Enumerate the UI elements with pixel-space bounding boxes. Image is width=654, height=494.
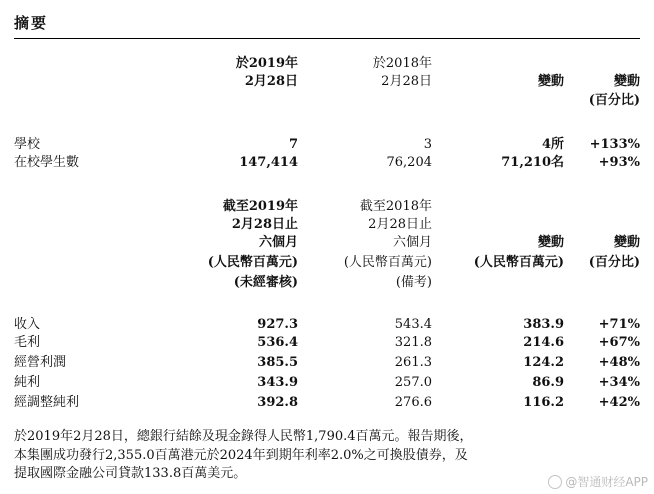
t1-row-label: 學校 [14, 137, 41, 152]
t2-row-c1: 385.5 [257, 355, 298, 370]
t1-row-c1: 7 [288, 137, 298, 152]
t1-header-c2-line0: 於2018年 [372, 56, 432, 71]
t2-header-c3-line0: 變動 [537, 235, 564, 250]
t2-row-label: 經營利潤 [14, 355, 67, 370]
t1-header-c4-line0: 變動 [613, 74, 640, 89]
t1-header-c1-line0: 於2019年 [235, 56, 298, 71]
t2-header-c1-line0: 截至2019年 [222, 199, 298, 214]
t2-row-label: 純利 [14, 375, 41, 390]
t1-header-c3-line0: 變動 [537, 74, 564, 89]
t1-header-c1-line1: 2月28日 [244, 74, 298, 89]
watermark [548, 473, 648, 490]
t2-header-c1-line2: 六個月 [258, 235, 298, 250]
t1-row-label: 在校學生數 [14, 155, 80, 170]
t1-row-c3: 71,210名 [501, 155, 564, 170]
watermark-logo-icon [548, 475, 562, 489]
t2-header-c2-line0: 截至2018年 [359, 199, 432, 214]
summary-paragraph [14, 428, 640, 484]
summary-line: 本集團成功發行2,355.0百萬港元於2024年到期年利率2.0%之可換股債券，及 [14, 447, 468, 463]
t2-row-c4: +42% [598, 395, 640, 410]
watermark-text: @智通财经APP [565, 475, 648, 489]
t2-row-c4: +67% [598, 335, 640, 350]
t1-header-c2-line1: 2月28日 [381, 74, 432, 89]
t2-header-c2-line4: (備考) [395, 275, 432, 290]
t2-header-c2-line3: (人民幣百萬元) [343, 255, 432, 270]
t2-header-c3-line1: (人民幣百萬元) [473, 255, 564, 270]
t2-row-c2: 543.4 [394, 317, 432, 332]
t2-header-c1-line1: 2月28日止 [231, 217, 298, 232]
t1-row-c2: 76,204 [386, 155, 432, 170]
summary-line: 於2019年2月28日，總銀行結餘及現金錄得人民幣1,790.4百萬元。報告期後， [14, 429, 473, 444]
t1-row-c4: +93% [598, 155, 640, 170]
t2-row-c1: 536.4 [257, 335, 298, 350]
t2-row-c3: 86.9 [532, 375, 564, 390]
title-divider [14, 38, 640, 39]
t2-row-c1: 343.9 [257, 375, 298, 390]
t2-row-c2: 321.8 [394, 335, 432, 350]
t2-header-c4-line0: 變動 [613, 235, 640, 250]
t2-row-c2: 261.3 [394, 355, 432, 370]
t2-row-c1: 392.8 [257, 395, 298, 410]
t2-row-c3: 124.2 [523, 355, 564, 370]
page-title: 摘要 [14, 14, 49, 32]
t2-row-label: 經調整純利 [14, 395, 80, 410]
t2-header-c2-line2: 六個月 [392, 235, 432, 250]
t2-row-c3: 214.6 [523, 335, 564, 350]
t2-row-c1: 927.3 [257, 317, 298, 332]
t2-row-c4: +34% [598, 375, 640, 390]
t2-header-c1-line4: (未經審核) [233, 275, 298, 290]
t2-header-c1-line3: (人民幣百萬元) [207, 255, 298, 270]
t1-row-c3: 4所 [541, 137, 564, 152]
t2-row-c4: +71% [598, 317, 640, 332]
t2-header-c4-line1: (百分比) [588, 255, 640, 270]
t2-row-c2: 257.0 [394, 375, 432, 390]
summary-line: 提取國際金融公司貸款133.8百萬美元。 [14, 466, 247, 481]
t1-row-c1: 147,414 [239, 155, 298, 170]
t2-row-c3: 116.2 [523, 395, 564, 410]
t1-row-c4: +133% [589, 137, 640, 152]
t2-row-label: 收入 [14, 317, 41, 332]
t2-header-c2-line1: 2月28日止 [368, 217, 432, 232]
t2-row-c4: +48% [598, 355, 640, 370]
t1-row-c2: 3 [423, 137, 432, 152]
t2-row-c3: 383.9 [523, 317, 564, 332]
t1-header-c4-line1: (百分比) [588, 93, 640, 108]
t2-row-c2: 276.6 [394, 395, 432, 410]
t2-row-label: 毛利 [14, 335, 41, 350]
